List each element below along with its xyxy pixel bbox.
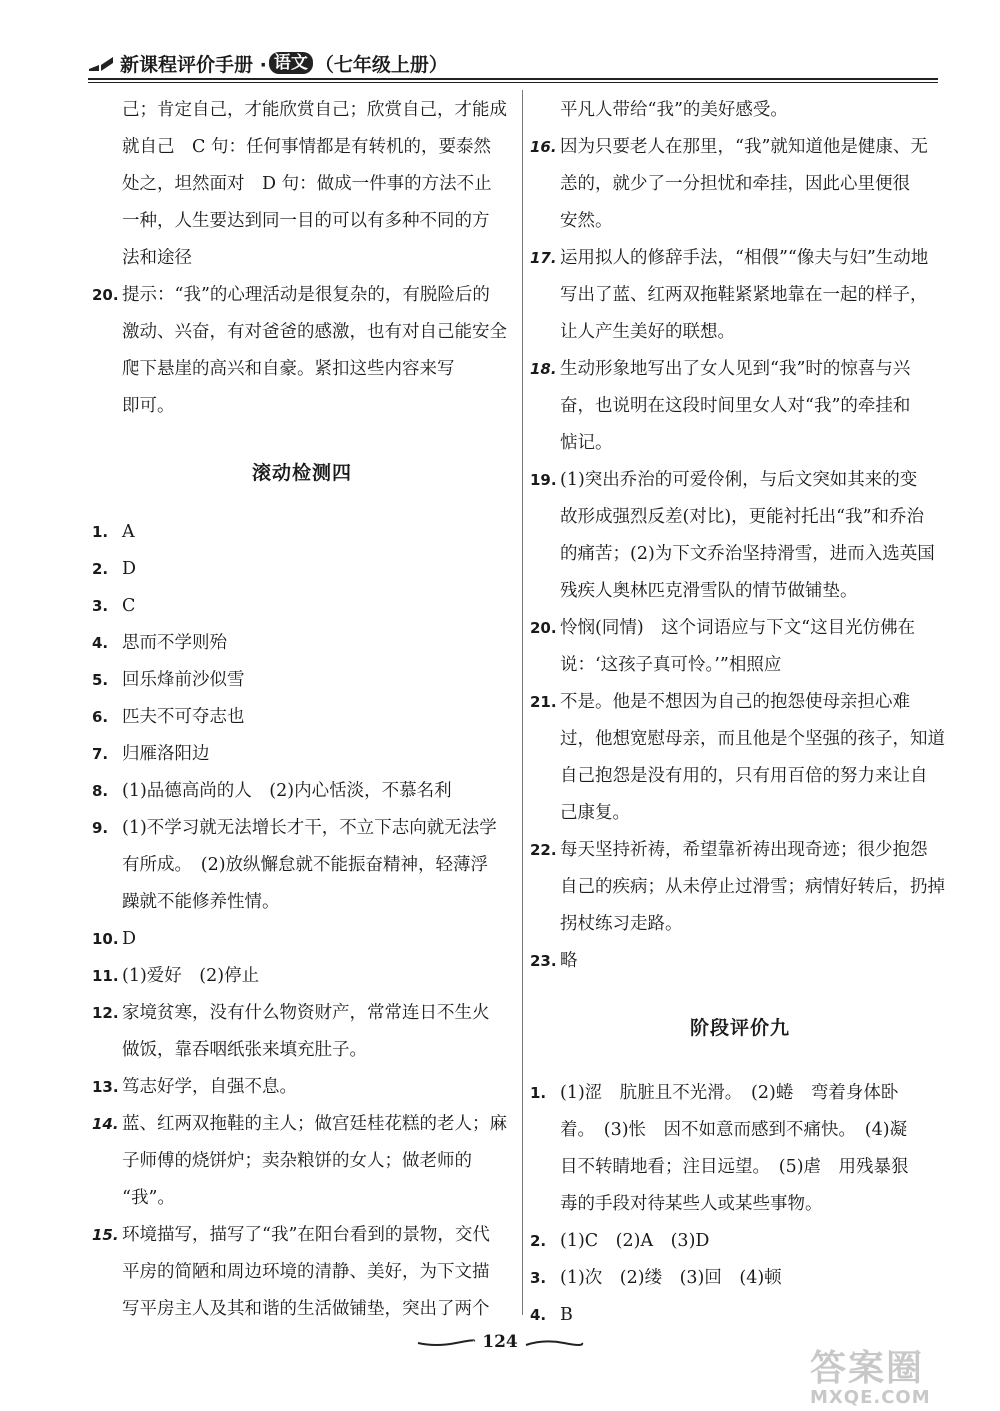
page-number: 124 xyxy=(482,1332,518,1352)
answer-item xyxy=(530,1075,950,1223)
answer-item xyxy=(92,810,512,921)
text-line: (1)爱好 (2)停止 xyxy=(122,966,260,986)
text-line: (1)次 (2)缕 (3)回 (4)顿 xyxy=(560,1268,782,1288)
answer-item xyxy=(92,662,512,699)
left-ornament-icon xyxy=(416,1338,476,1348)
answer-item xyxy=(530,129,950,240)
answer-item xyxy=(92,736,512,773)
text-line: 匹夫不可夺志也 xyxy=(122,707,245,727)
answer-continuation xyxy=(530,92,950,129)
text-line: 归雁洛阳边 xyxy=(122,744,210,764)
text-line: 己康复。 xyxy=(560,803,630,823)
answer-item xyxy=(530,684,950,832)
answer-number: 11. xyxy=(92,967,119,985)
header-rule xyxy=(88,78,938,80)
text-line: (1)C (2)A (3)D xyxy=(560,1231,710,1251)
header-title-pre: 新课程评价手册 · xyxy=(120,53,267,76)
text-line: 蓝、红两双拖鞋的主人；做宫廷桂花糕的老人；麻 xyxy=(122,1114,507,1134)
answer-number: 16. xyxy=(530,138,557,156)
answer-item xyxy=(530,1297,950,1334)
answer-item xyxy=(530,610,950,684)
text-line: 奋，也说明在这段时间里女人对“我”的牵挂和 xyxy=(560,396,911,416)
answer-number: 10. xyxy=(92,930,119,948)
text-line: 每天坚持祈祷，希望靠祈祷出现奇迹；很少抱怨 xyxy=(560,840,928,860)
answer-number: 4. xyxy=(530,1306,547,1324)
text-line: 生动形象地写出了女人见到“我”时的惊喜与兴 xyxy=(560,359,911,379)
answer-number: 17. xyxy=(530,249,557,267)
text-line: 就自己 C 句：任何事情都是有转机的，要泰然 xyxy=(122,137,491,157)
answer-item xyxy=(530,1223,950,1260)
answer-number: 18. xyxy=(530,360,557,378)
text-line: 爬下悬崖的高兴和自豪。紧扣这些内容来写 xyxy=(122,359,455,379)
answer-item xyxy=(92,277,512,425)
section-title: 滚动检测四 xyxy=(251,462,352,484)
spacer xyxy=(92,492,512,514)
text-line: 自己抱怨是没有用的，只有用百倍的努力来让自 xyxy=(560,766,928,786)
text-line: 略 xyxy=(560,951,578,971)
page-header xyxy=(88,48,938,78)
text-line: 提示：“我”的心理活动是很复杂的，有脱险后的 xyxy=(122,285,490,305)
answer-item xyxy=(530,462,950,610)
text-line: (1)涩 肮脏且不光滑。 (2)蜷 弯着身体卧 xyxy=(560,1083,899,1103)
text-line: 笃志好学，自强不息。 xyxy=(122,1077,297,1097)
header-subject-badge: 语文 xyxy=(269,52,313,74)
text-line: A xyxy=(122,522,135,542)
text-line: 惦记。 xyxy=(560,433,613,453)
answer-number: 15. xyxy=(92,1226,119,1244)
watermark xyxy=(810,1340,990,1406)
answer-number: 6. xyxy=(92,708,109,726)
text-line: 平房的简陋和周边环境的清静、美好，为下文描 xyxy=(122,1262,490,1282)
text-line: 思而不学则殆 xyxy=(122,633,227,653)
answer-number: 3. xyxy=(92,597,109,615)
text-line: 处之，坦然面对 D 句：做成一件事的方法不止 xyxy=(122,174,492,194)
answer-number: 14. xyxy=(92,1115,119,1133)
text-line: B xyxy=(560,1305,573,1325)
text-line: “我”。 xyxy=(122,1188,175,1208)
text-line: (1)突出乔治的可爱伶俐，与后文突如其来的变 xyxy=(560,470,918,490)
answer-number: 2. xyxy=(530,1232,547,1250)
spacer xyxy=(530,1047,950,1075)
answer-item xyxy=(92,958,512,995)
answer-item xyxy=(92,1069,512,1106)
answer-item xyxy=(530,240,950,351)
book-logo-icon xyxy=(88,53,114,73)
text-line: 让人产生美好的联想。 xyxy=(560,322,735,342)
text-line: 躁就不能修养性情。 xyxy=(122,892,280,912)
text-line: 一种，人生要达到同一目的可以有多种不同的方 xyxy=(122,211,490,231)
spacer xyxy=(530,980,950,1010)
text-line: 写出了蓝、红两双拖鞋紧紧地靠在一起的样子， xyxy=(560,285,928,305)
answer-number: 22. xyxy=(530,841,557,859)
right-ornament-icon xyxy=(524,1338,584,1348)
right-column xyxy=(530,92,950,1334)
answer-continuation xyxy=(92,92,512,277)
section-title: 阶段评价九 xyxy=(689,1017,790,1039)
text-line: 回乐烽前沙似雪 xyxy=(122,670,245,690)
answer-item xyxy=(92,551,512,588)
text-line: 运用拟人的修辞手法，“相偎”“像夫与妇”生动地 xyxy=(560,248,929,268)
header-title-post: （七年级上册） xyxy=(314,53,448,76)
answer-item xyxy=(92,1217,512,1328)
text-line: 激动、兴奋，有对爸爸的感激，也有对自己能安全 xyxy=(122,322,507,342)
text-line: D xyxy=(122,559,137,579)
answer-number: 21. xyxy=(530,693,557,711)
answer-number: 19. xyxy=(530,471,557,489)
spacer xyxy=(92,425,512,455)
text-line: 着。 (3)怅 因不如意而感到不痛快。 (4)凝 xyxy=(560,1120,908,1140)
text-line: D xyxy=(122,929,137,949)
watermark-text: 答案圈 xyxy=(810,1348,925,1389)
answer-number: 12. xyxy=(92,1004,119,1022)
text-line: 子师傅的烧饼炉；卖杂粮饼的女人；做老师的 xyxy=(122,1151,472,1171)
text-line: 法和途径 xyxy=(122,248,192,268)
text-line: 因为只要老人在那里，“我”就知道他是健康、无 xyxy=(560,137,928,157)
text-line: 平凡人带给“我”的美好感受。 xyxy=(560,100,788,120)
text-line: 环境描写，描写了“我”在阳台看到的景物，交代 xyxy=(122,1225,490,1245)
answer-number: 20. xyxy=(92,286,119,304)
column-divider xyxy=(522,90,523,1315)
text-line: 安然。 xyxy=(560,211,613,231)
answer-item xyxy=(92,588,512,625)
text-line: (1)品德高尚的人 (2)内心恬淡，不慕名利 xyxy=(122,781,452,801)
text-line: 不是。他是不想因为自己的抱怨使母亲担心难 xyxy=(560,692,910,712)
answer-item xyxy=(92,1106,512,1217)
text-line: 目不转睛地看；注目远望。 (5)虐 用残暴狠 xyxy=(560,1157,909,1177)
text-line: 己；肯定自己，才能欣赏自己；欣赏自己，才能成 xyxy=(122,100,507,120)
answer-number: 2. xyxy=(92,560,109,578)
answer-item xyxy=(92,514,512,551)
text-line: 恙的，就少了一分担忧和牵挂，因此心里便很 xyxy=(560,174,910,194)
answer-number: 20. xyxy=(530,619,557,637)
answer-number: 9. xyxy=(92,819,109,837)
answer-number: 1. xyxy=(530,1084,547,1102)
answer-number: 1. xyxy=(92,523,109,541)
text-line: 写平房主人及其和谐的生活做铺垫，突出了两个 xyxy=(122,1299,490,1319)
answer-item xyxy=(92,699,512,736)
answer-item xyxy=(530,832,950,943)
answer-item xyxy=(530,943,950,980)
text-line: 残疾人奥林匹克滑雪队的情节做铺垫。 xyxy=(560,581,858,601)
answer-number: 4. xyxy=(92,634,109,652)
text-line: C xyxy=(122,596,136,616)
text-line: 过，他想宽慰母亲，而且他是个坚强的孩子，知道 xyxy=(560,729,945,749)
answer-number: 23. xyxy=(530,952,557,970)
text-line: 家境贫寒，没有什么物资财产，常常连日不生火 xyxy=(122,1003,490,1023)
answer-number: 5. xyxy=(92,671,109,689)
answer-number: 7. xyxy=(92,745,109,763)
answer-item xyxy=(92,773,512,810)
answer-item xyxy=(92,625,512,662)
text-line: 说：‘这孩子真可怜。’”相照应 xyxy=(560,655,782,675)
header-rule-thin xyxy=(88,82,938,83)
text-line: 的痛苦；(2)为下文乔治坚持滑雪，进而入选英国 xyxy=(560,544,935,564)
watermark-url: MXQE.COM xyxy=(810,1387,931,1408)
text-line: (1)不学习就无法增长才干，不立下志向就无法学 xyxy=(122,818,497,838)
answer-item xyxy=(92,921,512,958)
answer-number: 3. xyxy=(530,1269,547,1287)
answer-item xyxy=(92,995,512,1069)
text-line: 自己的疾病；从未停止过滑雪；病情好转后，扔掉 xyxy=(560,877,945,897)
text-line: 有所成。 (2)放纵懈怠就不能振奋精神，轻薄浮 xyxy=(122,855,489,875)
left-column xyxy=(92,92,512,1328)
text-line: 即可。 xyxy=(122,396,175,416)
answer-item xyxy=(530,1260,950,1297)
text-line: 故形成强烈反差(对比)，更能衬托出“我”和乔治 xyxy=(560,507,925,527)
text-line: 怜悯(同情) 这个词语应与下文“这目光仿佛在 xyxy=(560,618,916,638)
text-line: 做饭，靠吞咽纸张来填充肚子。 xyxy=(122,1040,367,1060)
text-line: 拐杖练习走路。 xyxy=(560,914,683,934)
answer-number: 13. xyxy=(92,1078,119,1096)
text-line: 毒的手段对待某些人或某些事物。 xyxy=(560,1194,823,1214)
answer-item xyxy=(530,351,950,462)
answer-number: 8. xyxy=(92,782,109,800)
